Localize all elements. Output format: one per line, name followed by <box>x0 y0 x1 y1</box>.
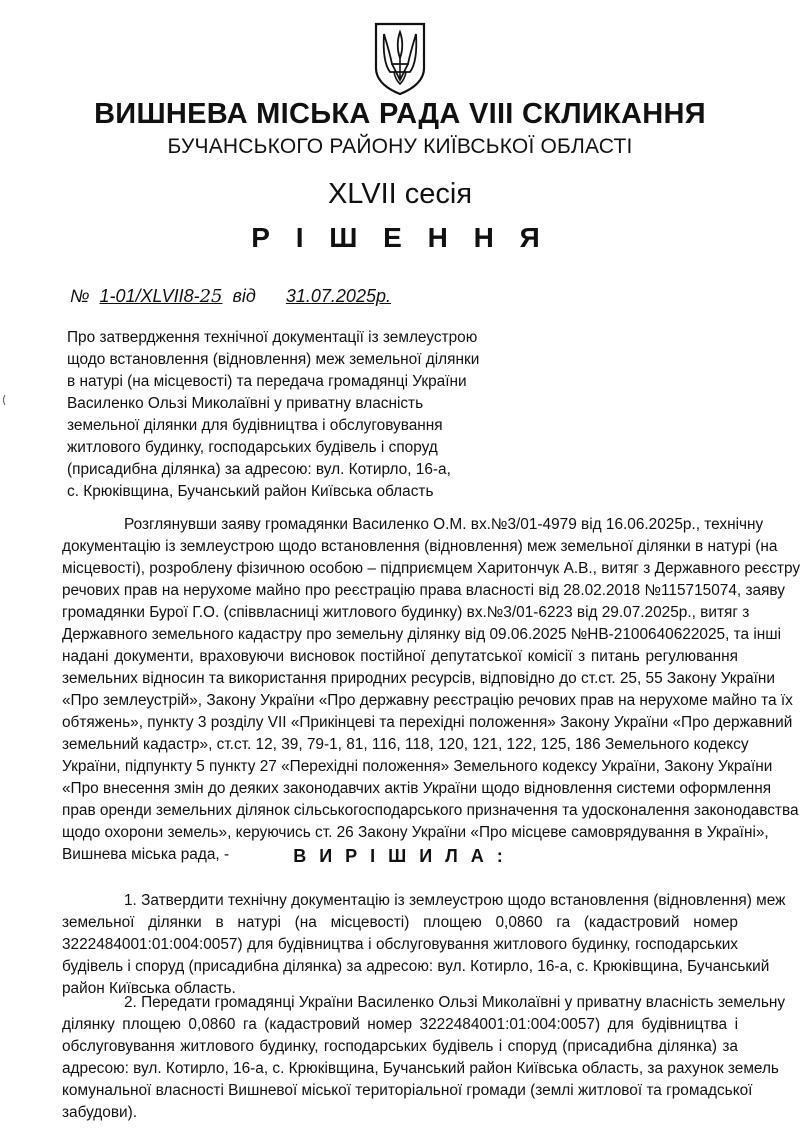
session-number: XLVII сесія <box>327 178 473 210</box>
item-line: забудови). <box>62 1104 137 1121</box>
item-line: будівель і споруд (присадибна ділянка) за адресою: вул. Котирло, 16-а, с. Крюківщина, Бучанський <box>62 958 770 975</box>
subject-line: щодо встановлення (відновлення) меж земельної ділянки <box>67 351 480 368</box>
from-word: від <box>232 286 256 306</box>
preamble-line: «Про землеустрій», Закону України «Про державну реєстрацію речових прав на нерухоме майно та їх <box>62 692 793 709</box>
item-line: обслуговування житлового будинку, господарських будівель і споруд (присадибна ділянка) за <box>62 1038 738 1055</box>
item-line: комунальної власності Вишневої міської територіальної громади (землі житлової та громадської <box>62 1082 753 1099</box>
item-line: 1. Затвердити технічну документацію із землеустрою щодо встановлення (відновлення) меж <box>124 892 786 909</box>
preamble-line: громадянки Бурої Г.О. (співвласниці житлового будинку) вх.№3/01-6223 від 29.07.2025р., витяг з <box>62 604 750 621</box>
subject-line: с. Крюківщина, Бучанський район Київська область <box>67 483 434 500</box>
council-region: БУЧАНСЬКОГО РАЙОНУ КИЇВСЬКОЇ ОБЛАСТІ <box>167 135 633 158</box>
resolved-heading: В И Р І Ш И Л А : <box>293 846 507 866</box>
resolution-item-2 <box>62 992 786 1124</box>
trident-emblem-icon <box>372 20 428 96</box>
subject-line: Василенко Ользі Миколаївні у приватну власність <box>67 395 424 412</box>
subject-line: (присадибна ділянка) за адресою: вул. Котирло, 16-а, <box>67 461 451 478</box>
document-number <box>70 286 391 307</box>
decision-number: 1-01/XLVII8- <box>99 286 200 306</box>
preamble-line: місцевості), розроблену фізичною особою – підприємцем Харитончук А.В., витяг з Державного реєстру <box>62 560 800 577</box>
decision-date: 31.07.2025р. <box>285 286 391 306</box>
preamble-line: «Про внесення змін до деяких законодавчих актів України щодо відновлення системи оформлення <box>62 780 772 797</box>
item-line: ділянку площею 0,0860 га (кадастровий номер 3222484001:01:004:0057) для будівництва і <box>62 1016 738 1033</box>
subject-line: земельної ділянки для будівництва і обслуговування <box>67 417 443 434</box>
preamble-line: Розглянувши заяву громадянки Василенко О.М. вх.№3/01-4979 від 16.06.2025р., технічну <box>124 516 764 533</box>
subject-line: в натурі (на місцевості) та передача громадянці України <box>67 373 467 390</box>
item-line: район Київська область. <box>62 980 236 997</box>
margin-mark <box>2 392 6 402</box>
resolution-item-1 <box>62 890 786 1000</box>
item-line: 3222484001:01:004:0057) для будівництва і обслуговування житлового будинку, господарських <box>62 936 738 953</box>
document-title: Р І Ш Е Н Н Я <box>251 222 549 253</box>
preamble-line: речових прав на нерухоме майно про реєстрацію права власності від 28.02.2018 №115715074, заяву <box>62 582 785 599</box>
number-sign: № <box>70 286 90 306</box>
preamble-line: земельний кадастр», ст.ст. 12, 39, 79-1, 81, 116, 118, 120, 121, 122, 125, 186 Земельного кодексу <box>62 736 749 753</box>
preamble-line: Державного земельного кадастру про земельну ділянку від 09.06.2025 №НВ-2100640622025, та інші <box>62 626 782 643</box>
item-line: 2. Передати громадянці України Василенко Ользі Миколаївні у приватну власність земельну <box>124 994 786 1011</box>
handwritten-number: 25 <box>199 286 223 307</box>
subject-line: Про затвердження технічної документації із землеустрою <box>67 329 478 346</box>
decision-subject <box>67 327 480 503</box>
item-line: адресою: вул. Котирло, 16-а, с. Крюківщина, Бучанський район Київська область, за рахунок земель <box>62 1060 779 1077</box>
subject-line: житлового будинку, господарських будівель і споруд <box>67 439 438 456</box>
council-name: ВИШНЕВА МІСЬКА РАДА VIII СКЛИКАННЯ <box>94 98 706 130</box>
preamble-line: надані документи, враховуючи висновок постійної депутатської комісії з питань регулювання <box>62 648 738 665</box>
preamble-line: України, підпункту 5 пункту 27 «Перехідні положення» Земельного кодексу України, Закону України <box>62 758 773 775</box>
preamble-line: документацію із землеустрою щодо встановлення (відновлення) меж земельної ділянки в натурі (на <box>62 538 778 555</box>
preamble-line: обтяжень», пункту 3 розділу VII «Прикінцеві та перехідні положення» Закону України «Про державний <box>62 714 793 731</box>
preamble-line: прав оренди земельних ділянок сільськогосподарського призначення та удосконалення законодавства <box>62 802 799 819</box>
preamble-line: щодо охорони земель», керуючись ст. 26 Закону України «Про місцеве самоврядування в Україні», <box>62 824 769 841</box>
preamble-paragraph <box>62 514 800 866</box>
preamble-line: Вишнева міська рада, - <box>62 846 230 863</box>
item-line: земельної ділянки в натурі (на місцевості) площею 0,0860 га (кадастровий номер <box>62 914 738 931</box>
preamble-line: земельних відносин та використання природних ресурсів, відповідно до ст.ст. 25, 55 Закону України <box>62 670 776 687</box>
